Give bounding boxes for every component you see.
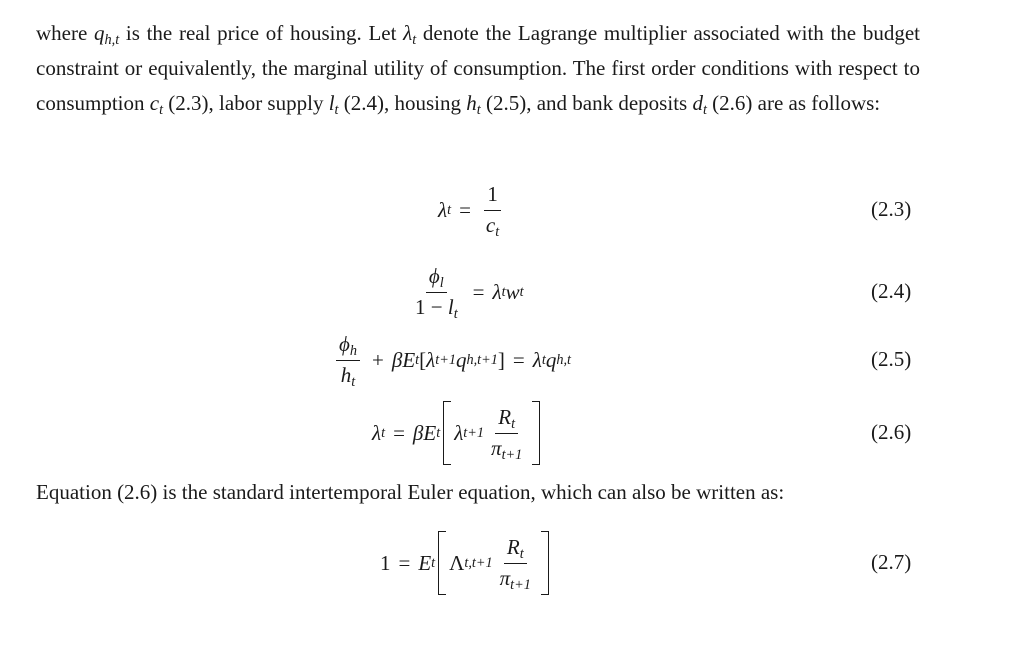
euler-paragraph: Equation (2.6) is the standard intertemporal Euler equation, which can also be written as: [36,480,785,504]
math-q: $q_{h,t}$ [94,21,120,48]
equation-number: (2.6) [871,420,912,444]
equation-number: (2.3) [871,197,912,221]
text: denote the Lagrange multiplier associated with the budget constraint or equivalently, the marginal utility of consumption. The first order conditions with respect to consumption [36,21,920,115]
left-bracket [438,531,446,595]
equation-number: (2.4) [871,279,912,303]
text: where [36,21,95,45]
text: is the real price of housing. Let [119,21,404,45]
equation-2-5: $\frac{\phi_h}{h_t}$ + β E t [ λ t+1 q h,t+1 ] = λ t q h,t (2.5) [0,330,1024,390]
equation-2-3: λ t = $\frac{1}{c_t}$ (2.3) [438,182,912,240]
equation-number: (2.7) [871,550,912,574]
right-bracket [532,401,540,465]
equation-number: (2.5) [871,347,912,371]
equation-2-4: $\frac{\phi_l}{1 - l_t}$ = λ t w t (2.4) [415,264,912,322]
equation-2-6: λ t = β E t λ t+1 $\frac{R_t}{\pi_{t+1}}$ (2.6) [0,400,1024,466]
intro-paragraph [36,16,920,121]
math-h: $h_t$ [466,91,481,118]
left-bracket [443,401,451,465]
math-lambda: $\lambda_t$ [403,21,417,48]
math-d: $d_t$ [692,91,707,118]
math-c: $c_t$ [149,91,164,118]
text: (2.6) are as follows: [706,91,881,115]
text: (2.4), housing [338,91,467,115]
math-l: $l_t$ [328,91,339,118]
text: (2.3), labor supply [163,91,329,115]
right-bracket [541,531,549,595]
equation-2-7: 1 = E t Λ t,t+1 $\frac{R_t}{\pi_{t+1}}$ (2.7) [0,528,1024,598]
text: (2.5), and bank deposits [480,91,693,115]
